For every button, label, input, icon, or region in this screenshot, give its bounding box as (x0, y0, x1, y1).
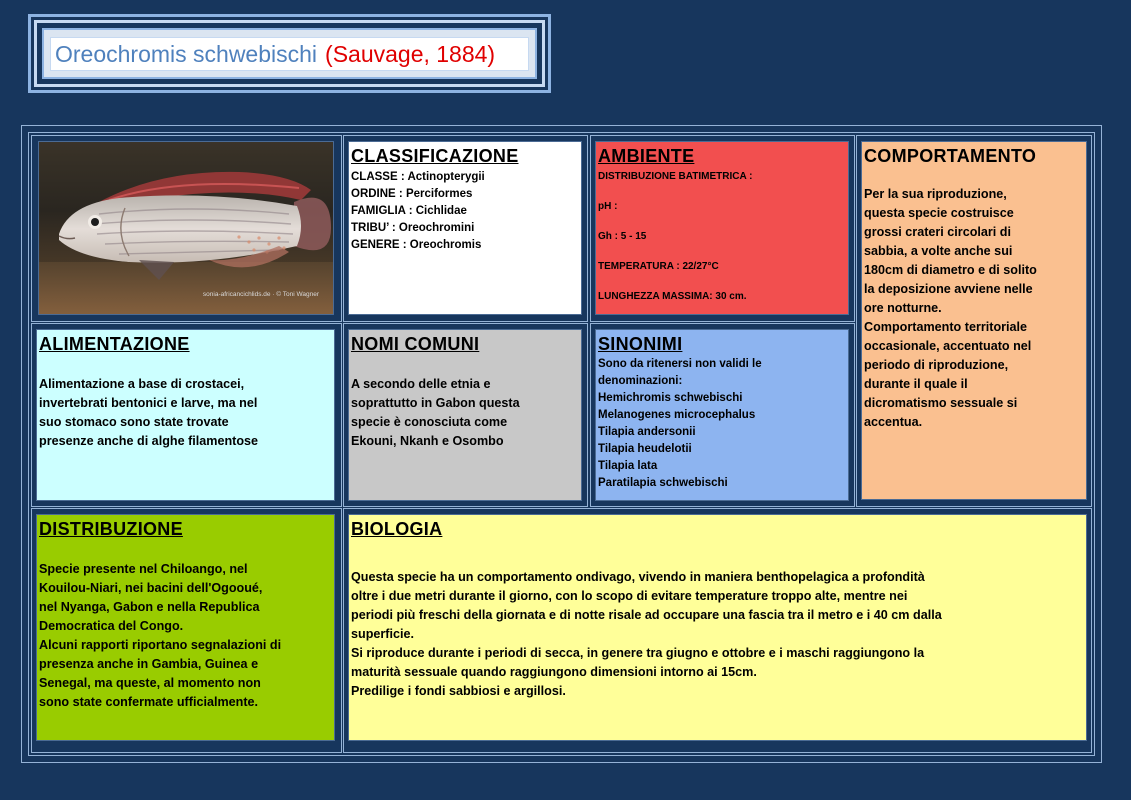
sinonimi-line: Paratilapia schwebischi (598, 477, 728, 489)
comportamento-line: periodo di riproduzione, (864, 358, 1009, 372)
panel-distribuzione (36, 514, 335, 741)
comportamento-line: occasionale, accentuato nel (864, 339, 1032, 353)
alimentazione-heading: ALIMENTAZIONE (39, 334, 190, 354)
biologia-line: Si riproduce durante i periodi di secca, in genere tra giugno e ottobre e i maschi raggiungono la (351, 646, 925, 660)
comportamento-line: questa specie costruisce (864, 206, 1014, 220)
ambiente-heading: AMBIENTE (598, 146, 695, 166)
sinonimi-line: Tilapia andersonii (598, 426, 696, 438)
comportamento-line: accentua. (864, 415, 923, 429)
sinonimi-list (596, 356, 848, 492)
photo-credit: sonia-africancichlids.de · © Toni Wagner (202, 291, 319, 298)
comportamento-text (862, 185, 1086, 432)
page-title (50, 37, 529, 71)
classificazione-line: FAMIGLIA : Cichlidae (351, 205, 467, 217)
biologia-line: Predilige i fondi sabbiosi e argillosi. (351, 684, 566, 698)
sinonimi-line: Sono da ritenersi non validi le (598, 358, 762, 370)
nomi-comuni-text (349, 375, 581, 451)
biologia-line: Questa specie ha un comportamento ondivago, vivendo in maniera benthopelagica a profondità (351, 570, 925, 584)
fish-illustration (39, 142, 334, 315)
biologia-line: maturità sessuale quando raggiungono dimensioni intorno ai 15cm. (351, 665, 757, 679)
distribuzione-line: Alcuni rapporti riportano segnalazioni di (39, 638, 282, 652)
biologia-text (349, 568, 1086, 701)
alimentazione-text (37, 375, 334, 451)
comportamento-line: grossi crateri circolari di (864, 225, 1011, 239)
nomi-comuni-line: Ekouni, Nkanh e Osombo (351, 434, 504, 448)
distribuzione-line: Democratica del Congo. (39, 619, 184, 633)
sinonimi-line: Hemichromis schwebischi (598, 392, 743, 404)
panel-nomi-comuni (348, 329, 582, 501)
panel-sinonimi (595, 329, 849, 501)
comportamento-line: la deposizione avviene nelle (864, 282, 1033, 296)
comportamento-line: Per la sua riproduzione, (864, 187, 1007, 201)
sinonimi-line: denominazioni: (598, 375, 683, 387)
comportamento-line: Comportamento territoriale (864, 320, 1028, 334)
comportamento-line: 180cm di diametro e di solito (864, 263, 1037, 277)
sinonimi-heading: SINONIMI (598, 334, 683, 354)
title-author: (Sauvage, 1884) (325, 40, 496, 67)
fish-photo (38, 141, 334, 315)
distribuzione-line: sono state confermate ufficialmente. (39, 695, 259, 709)
distribuzione-line: Kouilou-Niari, nei bacini dell'Ogooué, (39, 581, 263, 595)
title-frame (28, 14, 551, 93)
comportamento-line: sabbia, a volte anche sui (864, 244, 1013, 258)
ambiente-line: LUNGHEZZA MASSIMA: 30 cm. (598, 291, 747, 302)
alimentazione-line: suo stomaco sono state trovate (39, 415, 229, 429)
nomi-comuni-line: specie è conosciuta come (351, 415, 508, 429)
alimentazione-line: Alimentazione a base di crostacei, (39, 377, 245, 391)
panel-classificazione (348, 141, 582, 315)
classificazione-heading: CLASSIFICAZIONE (351, 146, 519, 166)
comportamento-line: dicromatismo sessuale si (864, 396, 1018, 410)
panel-ambiente (595, 141, 849, 315)
comportamento-heading: COMPORTAMENTO (864, 146, 1037, 166)
nomi-comuni-heading: NOMI COMUNI (351, 334, 480, 354)
nomi-comuni-line: A secondo delle etnia e (351, 377, 491, 391)
ambiente-line: TEMPERATURA : 22/27°C (598, 261, 719, 272)
title-scientific-name: Oreochromis schwebischi (55, 40, 318, 67)
alimentazione-line: presenze anche di alghe filamentose (39, 434, 259, 448)
panel-biologia (348, 514, 1087, 741)
sinonimi-line: Tilapia lata (598, 460, 658, 472)
distribuzione-line: Senegal, ma queste, al momento non (39, 676, 261, 690)
distribuzione-line: nel Nyanga, Gabon e nella Republica (39, 600, 260, 614)
sinonimi-line: Melanogenes microcephalus (598, 409, 756, 421)
classificazione-line: ORDINE : Perciformes (351, 188, 473, 200)
distribuzione-heading: DISTRIBUZIONE (39, 519, 183, 539)
classificazione-line: CLASSE : Actinopterygii (351, 171, 485, 183)
panel-alimentazione (36, 329, 335, 501)
classificazione-line: GENERE : Oreochromis (351, 239, 482, 251)
comportamento-line: ore notturne. (864, 301, 942, 315)
nomi-comuni-line: soprattutto in Gabon questa (351, 396, 520, 410)
distribuzione-line: presenza anche in Gambia, Guinea e (39, 657, 259, 671)
ambiente-line: Gh : 5 - 15 (598, 231, 647, 242)
biologia-line: periodi più freschi della giornata e di notte risale ad occupare una fascia tra il metro e i 40 cm dalla (351, 608, 942, 622)
comportamento-line: durante il quale il (864, 377, 968, 391)
distribuzione-line: Specie presente nel Chiloango, nel (39, 562, 248, 576)
biologia-line: oltre i due metri durante il giorno, con lo scopo di evitare temperature troppo alte, mentre nei (351, 589, 908, 603)
biologia-line: superficie. (351, 627, 414, 641)
biologia-heading: BIOLOGIA (351, 519, 443, 539)
ambiente-line: DISTRIBUZIONE BATIMETRICA : (598, 171, 753, 182)
distribuzione-text (37, 560, 334, 712)
classificazione-list (349, 169, 581, 254)
alimentazione-line: invertebrati bentonici e larve, ma nel (39, 396, 258, 410)
classificazione-line: TRIBU’ : Oreochromini (351, 222, 475, 234)
panel-comportamento (861, 141, 1087, 500)
ambiente-line: pH : (598, 201, 618, 212)
sinonimi-line: Tilapia heudelotii (598, 443, 692, 455)
